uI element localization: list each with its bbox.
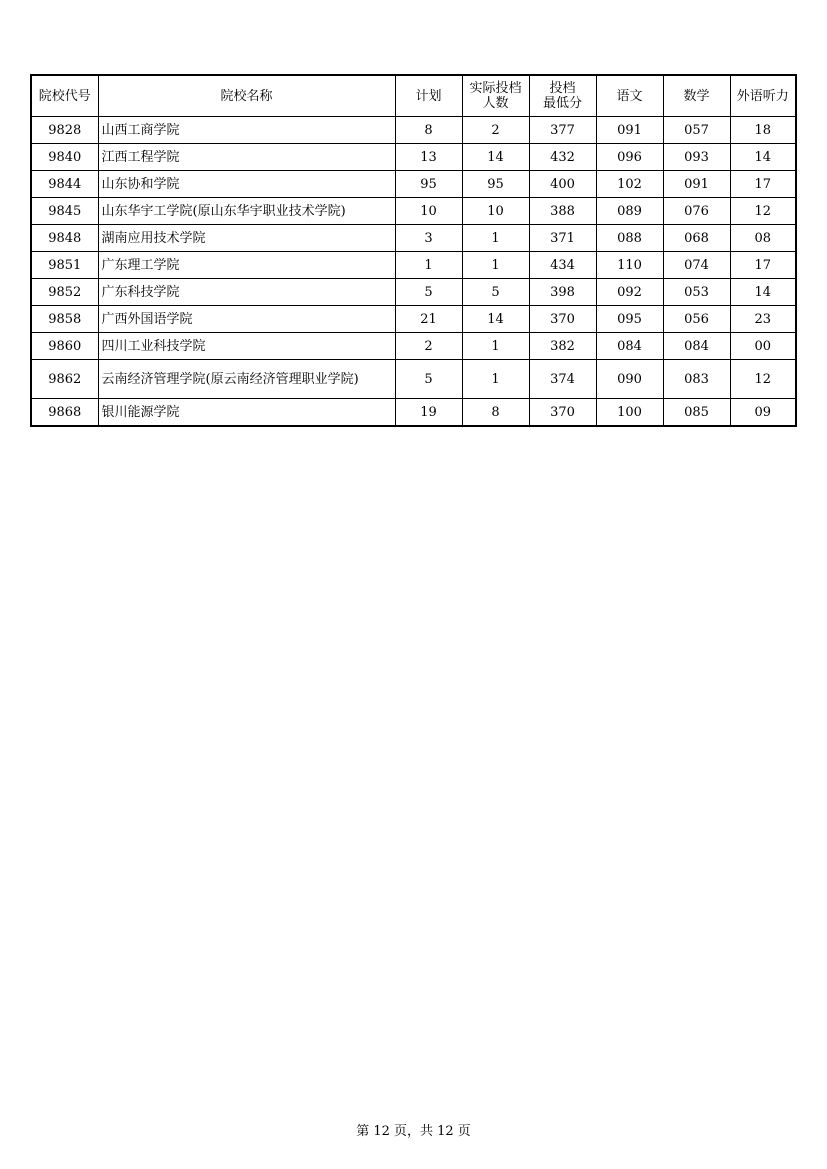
table-body (31, 117, 796, 427)
cell-plan: 95 (395, 171, 462, 198)
cell-plan: 3 (395, 225, 462, 252)
cell-admitted: 5 (462, 279, 529, 306)
cell-code: 9862 (31, 360, 98, 399)
cell-math: 093 (663, 144, 730, 171)
header-plan: 计划 (395, 75, 462, 117)
table-row (31, 252, 796, 279)
cell-plan: 2 (395, 333, 462, 360)
cell-plan: 13 (395, 144, 462, 171)
cell-listening: 18 (730, 117, 796, 144)
cell-code: 9844 (31, 171, 98, 198)
header-admitted-line1: 实际投档 (469, 81, 522, 96)
cell-plan: 19 (395, 399, 462, 427)
cell-name: 银川能源学院 (98, 399, 395, 427)
table-row (31, 333, 796, 360)
cell-code: 9828 (31, 117, 98, 144)
header-min-score-line2: 最低分 (542, 96, 582, 111)
cell-name: 四川工业科技学院 (98, 333, 395, 360)
cell-plan: 5 (395, 279, 462, 306)
cell-plan: 5 (395, 360, 462, 399)
cell-listening: 14 (730, 279, 796, 306)
cell-plan: 8 (395, 117, 462, 144)
header-listening: 外语听力 (730, 75, 796, 117)
header-admitted-line2: 人数 (482, 96, 509, 111)
cell-name: 湖南应用技术学院 (98, 225, 395, 252)
table-header-row (31, 75, 796, 117)
cell-math: 057 (663, 117, 730, 144)
cell-min-score: 377 (529, 117, 596, 144)
cell-min-score: 371 (529, 225, 596, 252)
cell-admitted: 1 (462, 333, 529, 360)
cell-math: 074 (663, 252, 730, 279)
table-row (31, 360, 796, 399)
cell-min-score: 388 (529, 198, 596, 225)
cell-chinese: 100 (596, 399, 663, 427)
cell-admitted: 1 (462, 252, 529, 279)
cell-listening: 00 (730, 333, 796, 360)
cell-min-score: 374 (529, 360, 596, 399)
table-row (31, 198, 796, 225)
cell-chinese: 090 (596, 360, 663, 399)
cell-min-score: 398 (529, 279, 596, 306)
cell-listening: 17 (730, 171, 796, 198)
cell-listening: 12 (730, 360, 796, 399)
cell-math: 091 (663, 171, 730, 198)
table-row (31, 171, 796, 198)
cell-min-score: 370 (529, 399, 596, 427)
cell-chinese: 084 (596, 333, 663, 360)
cell-name: 广西外国语学院 (98, 306, 395, 333)
cell-name: 山东协和学院 (98, 171, 395, 198)
cell-admitted: 2 (462, 117, 529, 144)
header-min-score (529, 75, 596, 117)
cell-admitted: 8 (462, 399, 529, 427)
cell-math: 056 (663, 306, 730, 333)
header-min-score-line1: 投档 (549, 81, 576, 96)
cell-code: 9852 (31, 279, 98, 306)
cell-name: 山西工商学院 (98, 117, 395, 144)
cell-chinese: 092 (596, 279, 663, 306)
cell-listening: 14 (730, 144, 796, 171)
cell-plan: 21 (395, 306, 462, 333)
cell-plan: 10 (395, 198, 462, 225)
cell-chinese: 095 (596, 306, 663, 333)
header-chinese: 语文 (596, 75, 663, 117)
cell-math: 068 (663, 225, 730, 252)
header-math: 数学 (663, 75, 730, 117)
cell-code: 9860 (31, 333, 98, 360)
table-row (31, 225, 796, 252)
cell-admitted: 14 (462, 306, 529, 333)
cell-plan: 1 (395, 252, 462, 279)
header-admitted (462, 75, 529, 117)
cell-min-score: 382 (529, 333, 596, 360)
table-row (31, 399, 796, 427)
cell-math: 076 (663, 198, 730, 225)
cell-code: 9851 (31, 252, 98, 279)
cell-name: 广东理工学院 (98, 252, 395, 279)
cell-chinese: 102 (596, 171, 663, 198)
cell-admitted: 1 (462, 225, 529, 252)
cell-min-score: 400 (529, 171, 596, 198)
cell-admitted: 95 (462, 171, 529, 198)
table-row (31, 306, 796, 333)
cell-min-score: 370 (529, 306, 596, 333)
cell-chinese: 088 (596, 225, 663, 252)
cell-chinese: 091 (596, 117, 663, 144)
cell-listening: 17 (730, 252, 796, 279)
cell-code: 9868 (31, 399, 98, 427)
cell-admitted: 10 (462, 198, 529, 225)
cell-name: 山东华宇工学院(原山东华宇职业技术学院) (98, 198, 395, 225)
cell-code: 9845 (31, 198, 98, 225)
cell-math: 084 (663, 333, 730, 360)
cell-listening: 08 (730, 225, 796, 252)
header-code: 院校代号 (31, 75, 98, 117)
cell-name: 云南经济管理学院(原云南经济管理职业学院) (98, 360, 395, 399)
cell-chinese: 096 (596, 144, 663, 171)
cell-chinese: 089 (596, 198, 663, 225)
cell-code: 9848 (31, 225, 98, 252)
cell-min-score: 434 (529, 252, 596, 279)
cell-code: 9840 (31, 144, 98, 171)
table-row (31, 279, 796, 306)
header-name: 院校名称 (98, 75, 395, 117)
cell-listening: 12 (730, 198, 796, 225)
cell-code: 9858 (31, 306, 98, 333)
cell-math: 053 (663, 279, 730, 306)
cell-name: 江西工程学院 (98, 144, 395, 171)
cell-name: 广东科技学院 (98, 279, 395, 306)
cell-math: 085 (663, 399, 730, 427)
cell-min-score: 432 (529, 144, 596, 171)
cell-math: 083 (663, 360, 730, 399)
cell-listening: 23 (730, 306, 796, 333)
cell-admitted: 14 (462, 144, 529, 171)
cell-chinese: 110 (596, 252, 663, 279)
page-footer: 第 12 页，共 12 页 (356, 1124, 471, 1139)
table-row (31, 144, 796, 171)
cell-listening: 09 (730, 399, 796, 427)
cell-admitted: 1 (462, 360, 529, 399)
table-row (31, 117, 796, 144)
admission-table (30, 74, 797, 427)
